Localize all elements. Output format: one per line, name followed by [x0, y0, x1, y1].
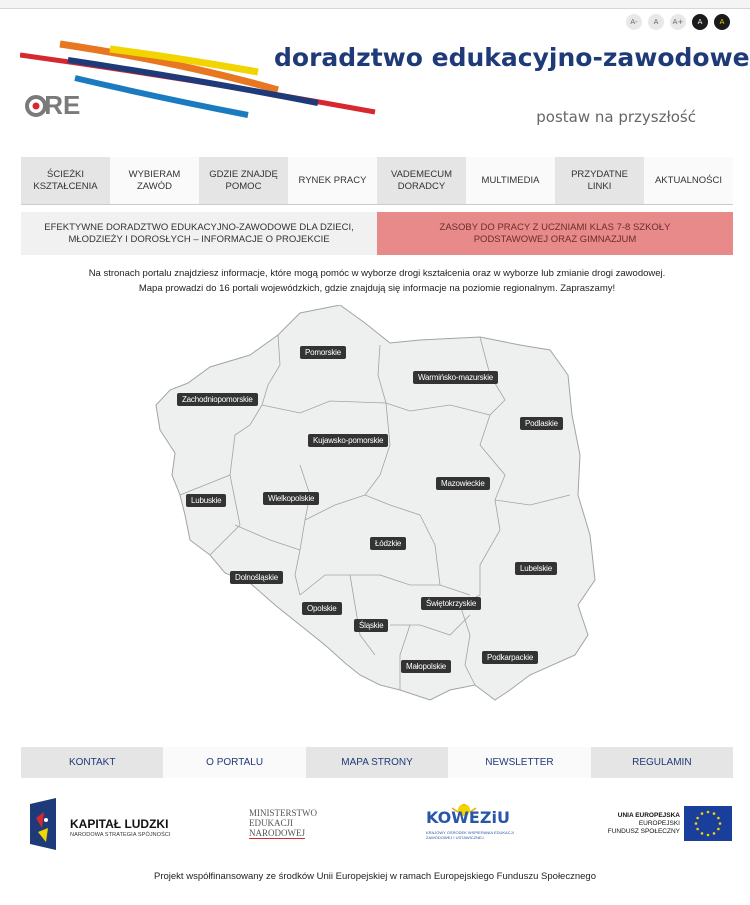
contrast-dark-button[interactable]: A: [692, 14, 708, 30]
site-slogan: postaw na przyszłość: [536, 108, 696, 126]
footer-nav-kontakt[interactable]: KONTAKT: [21, 747, 163, 778]
region-lubuskie[interactable]: Lubuskie: [186, 494, 226, 507]
region-zachodniopomorskie[interactable]: Zachodniopomorskie: [177, 393, 258, 406]
intro-line-2: Mapa prowadzi do 16 portali wojewódzkich, gdzie znajdują się informacje na poziomie regionalnym. Zapraszamy!: [138, 283, 616, 294]
ue-text: [600, 812, 680, 836]
font-decrease-button[interactable]: A-: [626, 14, 642, 30]
men-line-1: MINISTERSTWO: [249, 808, 317, 818]
ue-line-3: FUNDUSZ SPOŁECZNY: [607, 828, 680, 835]
region-lubelskie[interactable]: Lubelskie: [515, 562, 557, 575]
footer-nav-newsletter[interactable]: NEWSLETTER: [448, 747, 590, 778]
nav-rynek-pracy[interactable]: RYNEK PRACY: [288, 157, 377, 204]
footer-cofinancing-note: Projekt współfinansowany ze środków Unii Europejskiej w ramach Europejskiego Funduszu Społecznego: [154, 871, 596, 882]
font-size-controls: [626, 14, 730, 30]
poland-map: [150, 305, 600, 730]
footer-nav-regulamin[interactable]: REGULAMIN: [591, 747, 733, 778]
nav-wybieram-zawod[interactable]: WYBIERAM ZAWÓD: [110, 157, 199, 204]
region-dolnoslaskie[interactable]: Dolnośląskie: [230, 571, 283, 584]
region-podkarpackie[interactable]: Podkarpackie: [482, 651, 538, 664]
men-line-2: EDUKACJI: [249, 818, 293, 828]
project-info-banner[interactable]: EFEKTYWNE DORADZTWO EDUKACYJNO-ZAWODOWE DLA DZIECI, MŁODZIEŻY I DOROSŁYCH – INFORMACJE O PROJEKCIE: [21, 212, 377, 255]
resources-banner[interactable]: ZASOBY DO PRACY Z UCZNIAMI KLAS 7-8 SZKOŁY PODSTAWOWEJ ORAZ GIMNAZJUM: [377, 212, 733, 255]
eu-flag-icon[interactable]: [684, 806, 732, 841]
region-wielkopolskie[interactable]: Wielkopolskie: [263, 492, 319, 505]
region-slaskie[interactable]: Śląskie: [354, 619, 388, 632]
nav-gdzie-znajde-pomoc[interactable]: GDZIE ZNAJDĘ POMOC: [199, 157, 288, 204]
site-title: doradztwo edukacyjno-zawodowe: [274, 43, 750, 72]
footer-navigation: [21, 747, 733, 778]
font-increase-button[interactable]: A+: [670, 14, 686, 30]
contrast-yellow-button[interactable]: A: [714, 14, 730, 30]
top-browser-line: [0, 0, 750, 9]
ore-logo-text: RE: [44, 90, 81, 120]
intro-line-1: Na stronach portalu znajdziesz informacje, które mogą pomóc w wyborze drogi kształcenia oraz w wyborze lub zmianie drogi zawodowej.: [88, 268, 666, 279]
region-malopolskie[interactable]: Małopolskie: [401, 660, 451, 673]
nav-multimedia[interactable]: MULTIMEDIA: [466, 157, 555, 204]
ue-line-1: UNIA EUROPEJSKA: [617, 812, 680, 819]
kapital-ludzki-title: KAPITAŁ LUDZKI: [70, 817, 169, 831]
region-pomorskie[interactable]: Pomorskie: [300, 346, 346, 359]
region-opolskie[interactable]: Opolskie: [302, 602, 342, 615]
main-navigation: [21, 157, 733, 205]
font-normal-button[interactable]: A: [648, 14, 664, 30]
ue-line-2: EUROPEJSKI: [638, 820, 680, 827]
poland-map-outline: [150, 305, 600, 730]
kapital-ludzki-subtitle: NARODOWA STRATEGIA SPÓJNOŚCI: [70, 832, 171, 838]
nav-vademecum-doradcy[interactable]: VADEMECUM DORADCY: [377, 157, 466, 204]
nav-przydatne-linki[interactable]: PRZYDATNE LINKI: [555, 157, 644, 204]
region-mazowieckie[interactable]: Mazowieckie: [436, 477, 490, 490]
footer-nav-mapa-strony[interactable]: MAPA STRONY: [306, 747, 448, 778]
kowezu-title: KOWEZiU: [426, 808, 510, 827]
region-warminsko-mazurskie[interactable]: Warmińsko-mazurskie: [413, 371, 498, 384]
nav-sciezki-ksztalcenia[interactable]: ŚCIEŻKI KSZTAŁCENIA: [21, 157, 110, 204]
footer-nav-o-portalu[interactable]: O PORTALU: [163, 747, 305, 778]
nav-aktualnosci[interactable]: AKTUALNOŚCI: [644, 157, 733, 204]
men-line-3: NARODOWEJ: [249, 828, 305, 838]
region-lodzkie[interactable]: Łódzkie: [370, 537, 406, 550]
region-swietokrzyskie[interactable]: Świętokrzyskie: [421, 597, 481, 610]
ministerstwo-logo[interactable]: [249, 808, 317, 839]
region-podlaskie[interactable]: Podlaskie: [520, 417, 563, 430]
kowezu-subtitle: KRAJOWY OŚRODEK WSPIERANIA EDUKACJI ZAWODOWEJ I USTAWICZNEJ: [426, 830, 514, 840]
region-kujawsko-pomorskie[interactable]: Kujawsko-pomorskie: [308, 434, 388, 447]
intro-text: [21, 266, 733, 296]
